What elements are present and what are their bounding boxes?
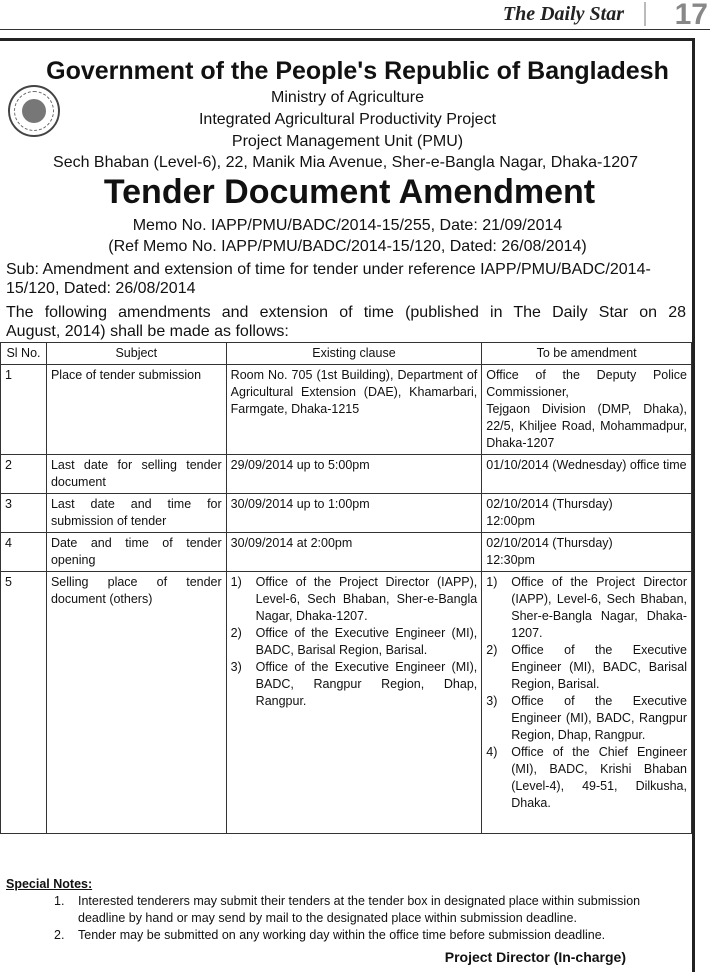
amendment-line: 02/10/2014 (Thursday) bbox=[486, 536, 613, 550]
table-row bbox=[1, 365, 692, 455]
masthead-divider bbox=[644, 2, 646, 26]
row-existing: 29/09/2014 up to 5:00pm bbox=[226, 455, 482, 494]
list-item: 1) Office of the Project Director (IAPP), Level-6, Sech Bhaban, Sher-e-Bangla Nagar, Dhaka-1207. bbox=[230, 575, 478, 623]
note-item: 1. Interested tenderers may submit their tenders at the tender box in designated place within submission deadline by hand or may send by mail to the designated place within submission deadline. bbox=[54, 894, 641, 925]
row-sl: 4 bbox=[1, 533, 47, 572]
intro-paragraph bbox=[6, 303, 686, 341]
table-header-row bbox=[1, 343, 692, 365]
amendment-line: 12:30pm bbox=[486, 553, 535, 567]
special-notes bbox=[6, 876, 686, 944]
intro-line-1: The following amendments and extension of time (published in The Daily Star on 28 bbox=[6, 304, 686, 321]
row-existing: Room No. 705 (1st Building), Department of Agricultural Extension (DAE), Khamarbari, Farmgate, Dhaka-1215 bbox=[226, 365, 482, 455]
list-item: 2) Office of the Executive Engineer (MI), BADC, Barisal Region, Barisal. bbox=[230, 626, 478, 657]
amendment-line: 02/10/2014 (Thursday) bbox=[486, 497, 613, 511]
document-title: Tender Document Amendment bbox=[103, 173, 596, 211]
row-amendment bbox=[482, 533, 692, 572]
row-sl: 5 bbox=[1, 572, 47, 834]
amendment-line: Office of the Deputy Police Commissioner, bbox=[486, 368, 687, 399]
subject-line-1: Sub: Amendment and extension of time for tender under reference IAPP/PMU/BADC/2014- bbox=[6, 261, 651, 278]
row-sl: 2 bbox=[1, 455, 47, 494]
intro-line-2: August, 2014) shall be made as follows: bbox=[6, 323, 289, 340]
row-subject: Place of tender submission bbox=[46, 365, 226, 455]
row-subject: Last date for selling tender document bbox=[46, 455, 226, 494]
government-heading: Government of the People's Republic of Bangladesh bbox=[46, 57, 669, 85]
header-existing: Existing clause bbox=[226, 343, 482, 365]
note-item: 2. Tender may be submitted on any working day within the office time before submission deadline. bbox=[54, 928, 606, 942]
address-line: Sech Bhaban (Level-6), 22, Manik Mia Avenue, Sher-e-Bangla Nagar, Dhaka-1207 bbox=[53, 154, 638, 171]
signature-block: Project Director (In-charge) bbox=[444, 949, 626, 965]
row-existing bbox=[226, 572, 482, 834]
amendment-table bbox=[0, 342, 692, 834]
row-amendment bbox=[482, 572, 692, 834]
table-row bbox=[1, 533, 692, 572]
row-existing: 30/09/2014 at 2:00pm bbox=[226, 533, 482, 572]
amendment-line: Tejgaon Division (DMP, Dhaka), 22/5, Khiljee Road, Mohammadpur, Dhaka-1207 bbox=[486, 402, 687, 450]
row-subject: Last date and time for submission of tender bbox=[46, 494, 226, 533]
header-subject: Subject bbox=[46, 343, 226, 365]
table-row bbox=[1, 572, 692, 834]
subject-line bbox=[6, 260, 686, 298]
list-item: 1) Office of the Project Director (IAPP), Level-6, Sech Bhaban, Sher-e-Bangla Nagar, Dhaka-1207. bbox=[486, 575, 687, 640]
header-sl: Sl No. bbox=[1, 343, 47, 365]
subject-line-2: 15/120, Dated: 26/08/2014 bbox=[6, 280, 196, 297]
ref-memo-line: (Ref Memo No. IAPP/PMU/BADC/2014-15/120, Dated: 26/08/2014) bbox=[108, 238, 587, 255]
amendment-office-list bbox=[486, 574, 687, 812]
row-subject: Selling place of tender document (others) bbox=[46, 572, 226, 834]
memo-line: Memo No. IAPP/PMU/BADC/2014-15/255, Date: 21/09/2014 bbox=[132, 217, 563, 234]
notes-heading: Special Notes: bbox=[6, 877, 93, 891]
row-sl: 3 bbox=[1, 494, 47, 533]
row-amendment bbox=[482, 365, 692, 455]
unit-line: Project Management Unit (PMU) bbox=[231, 133, 464, 150]
project-line: Integrated Agricultural Productivity Project bbox=[198, 111, 497, 128]
row-existing: 30/09/2014 up to 1:00pm bbox=[226, 494, 482, 533]
row-subject: Date and time of tender opening bbox=[46, 533, 226, 572]
list-item: 3) Office of the Executive Engineer (MI), BADC, Rangpur Region, Dhap, Rangpur. bbox=[486, 694, 687, 742]
newspaper-masthead bbox=[0, 0, 710, 30]
tender-advertisement bbox=[0, 38, 695, 972]
row-amendment bbox=[482, 494, 692, 533]
existing-office-list bbox=[231, 574, 478, 710]
notes-list bbox=[54, 893, 686, 944]
page-number: 17 bbox=[674, 0, 708, 31]
amendment-line: 12:00pm bbox=[486, 514, 535, 528]
newspaper-name: The Daily Star bbox=[502, 3, 624, 25]
table-row bbox=[1, 455, 692, 494]
table-row bbox=[1, 494, 692, 533]
list-item: 4) Office of the Chief Engineer (MI), BADC, Krishi Bhaban (Level-4), 49-51, Dilkusha, Dhaka. bbox=[486, 745, 687, 810]
ministry-line: Ministry of Agriculture bbox=[271, 89, 424, 106]
list-item: 2) Office of the Executive Engineer (MI), BADC, Barisal Region, Barisal. bbox=[486, 643, 687, 691]
list-item: 3) Office of the Executive Engineer (MI), BADC, Rangpur Region, Dhap, Rangpur. bbox=[230, 660, 478, 708]
row-sl: 1 bbox=[1, 365, 47, 455]
row-amendment: 01/10/2014 (Wednesday) office time bbox=[482, 455, 692, 494]
header-amendment: To be amendment bbox=[482, 343, 692, 365]
